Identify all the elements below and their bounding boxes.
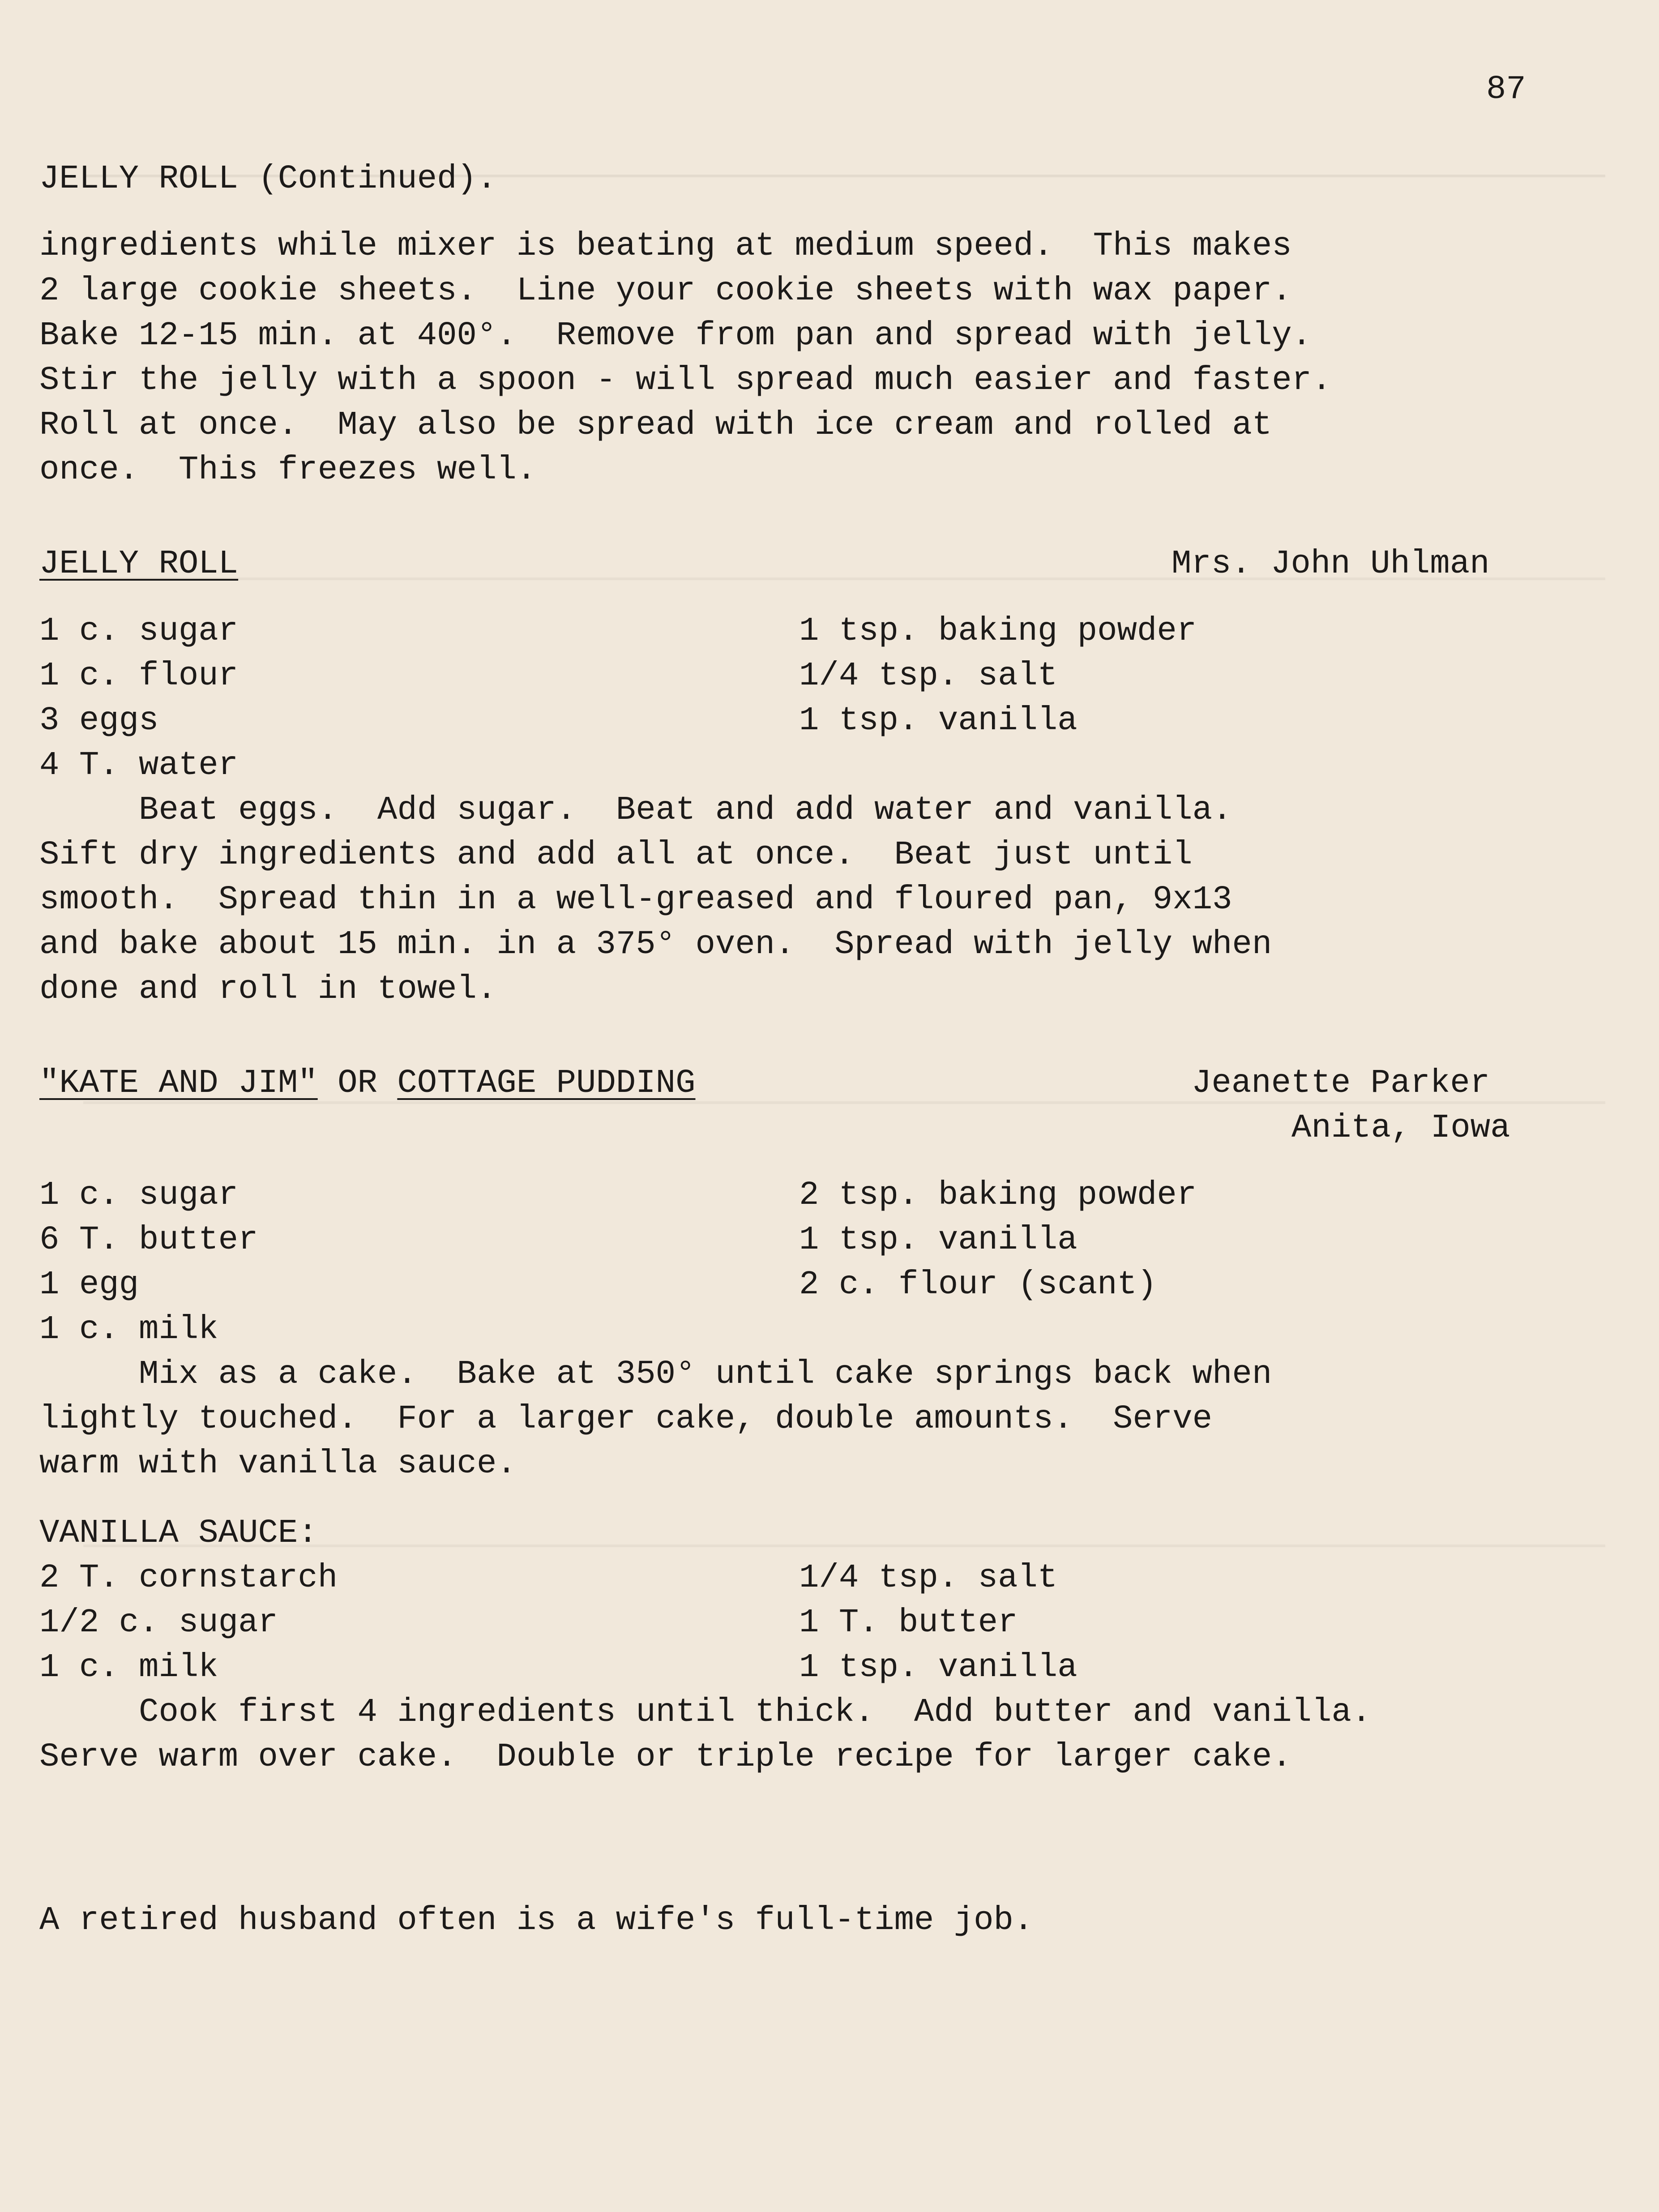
contributor: Jeanette Parker [1192, 1065, 1490, 1102]
ingredient: 1 tsp. vanilla [799, 1221, 1077, 1259]
ingredient: 1 c. sugar [39, 1177, 239, 1214]
ingredient: 1 tsp. vanilla [799, 702, 1077, 740]
direction-line: lightly touched. For a larger cake, double amounts. Serve [39, 1400, 1213, 1438]
direction-line: done and roll in towel. [39, 971, 497, 1008]
continued-line: Roll at once. May also be spread with ice cream and rolled at [39, 406, 1272, 444]
ingredient: 2 c. flour (scant) [799, 1266, 1157, 1304]
ingredient: 2 T. cornstarch [39, 1559, 338, 1597]
direction-line: Cook first 4 ingredients until thick. Add butter and vanilla. [39, 1694, 1372, 1731]
page-number: 87 [1486, 71, 1526, 108]
ingredient: 1 tsp. vanilla [799, 1649, 1077, 1686]
continued-heading: JELLY ROLL (Continued). [39, 160, 497, 198]
direction-line: smooth. Spread thin in a well-greased and floured pan, 9x13 [39, 881, 1232, 919]
direction-line: Sift dry ingredients and add all at once. Beat just until [39, 836, 1193, 874]
recipe-title-jelly-roll: JELLY ROLL [39, 545, 239, 583]
direction-line: Serve warm over cake. Double or triple recipe for larger cake. [39, 1738, 1292, 1776]
continued-line: Bake 12-15 min. at 400°. Remove from pan and spread with jelly. [39, 317, 1312, 355]
ingredient: 1/4 tsp. salt [799, 1559, 1058, 1597]
ingredient: 1 T. butter [799, 1604, 1018, 1642]
ingredient: 1/2 c. sugar [39, 1604, 278, 1642]
ingredient: 1 tsp. baking powder [799, 612, 1197, 650]
direction-line: Mix as a cake. Bake at 350° until cake springs back when [39, 1356, 1272, 1393]
continued-line: Stir the jelly with a spoon - will spread much easier and faster. [39, 362, 1332, 399]
ingredient: 3 eggs [39, 702, 159, 740]
ingredient: 1 c. flour [39, 657, 239, 695]
title-part: COTTAGE PUDDING [397, 1065, 696, 1102]
ingredient: 2 tsp. baking powder [799, 1177, 1197, 1214]
ingredient: 6 T. butter [39, 1221, 258, 1259]
direction-line: warm with vanilla sauce. [39, 1445, 517, 1483]
direction-line: and bake about 15 min. in a 375° oven. Spread with jelly when [39, 926, 1272, 963]
filler-quip: A retired husband often is a wife's full-time job. [39, 1902, 1034, 1939]
ingredient: 1 c. sugar [39, 612, 239, 650]
ingredient: 1 egg [39, 1266, 139, 1304]
ingredient: 1 c. milk [39, 1649, 218, 1686]
ingredient: 1 c. milk [39, 1311, 218, 1348]
vanilla-sauce-title: VANILLA SAUCE: [39, 1515, 318, 1552]
title-part: "KATE AND JIM" [39, 1065, 318, 1102]
direction-line: Beat eggs. Add sugar. Beat and add water and vanilla. [39, 792, 1232, 829]
title-part: OR [338, 1065, 377, 1102]
continued-line: 2 large cookie sheets. Line your cookie sheets with wax paper. [39, 272, 1292, 310]
contributor: Mrs. John Uhlman [1172, 545, 1490, 583]
continued-line: once. This freezes well. [39, 451, 537, 489]
contributor-location: Anita, Iowa [1291, 1109, 1510, 1147]
ingredient: 1/4 tsp. salt [799, 657, 1058, 695]
recipe-title-cottage-pudding [39, 1061, 695, 1106]
ingredient: 4 T. water [39, 747, 239, 784]
continued-line: ingredients while mixer is beating at medium speed. This makes [39, 227, 1292, 265]
